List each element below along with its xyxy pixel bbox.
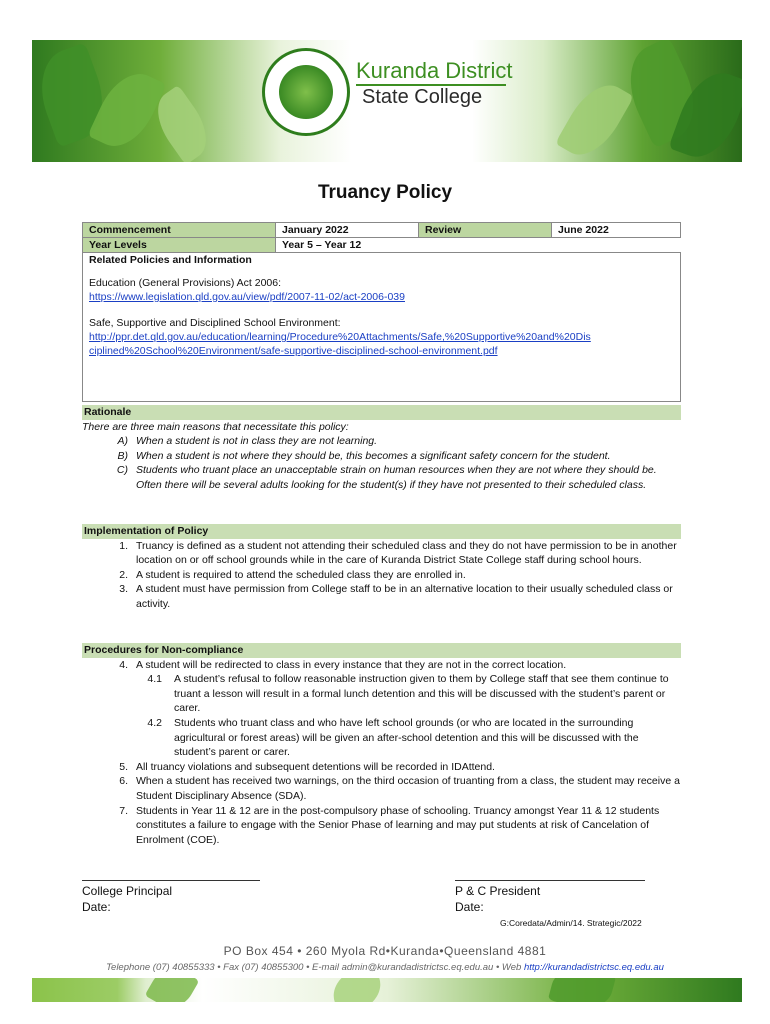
review-value: June 2022 [552, 223, 681, 238]
policy-info-table [82, 222, 681, 402]
leaf-decoration [548, 978, 616, 1002]
website-link[interactable]: http://kurandadistrictsc.eq.edu.au [523, 962, 664, 973]
college-logo [262, 48, 350, 136]
rationale-intro: There are three main reasons that necessitate this policy: [82, 420, 349, 433]
commencement-label: Commencement [83, 223, 276, 238]
list-item: 5. All truancy violations and subsequent detentions will be recorded in IDAttend. [119, 760, 495, 773]
procedures-heading: Procedures for Non-compliance [82, 643, 681, 658]
ref2-title: Safe, Supportive and Disciplined School Environment: [89, 317, 341, 329]
related-policies-cell [83, 253, 681, 402]
list-item: A) When a student is not in class they are not learning. [117, 435, 378, 448]
list-item: C) Students who truant place an unacceptable strain on human resources when they are not where they should be. Often there will be several adults looking for the student(s) if they have not presented to their scheduled class. [116, 464, 657, 491]
signature-line [455, 880, 645, 881]
president-role: P & C President [455, 884, 541, 898]
principal-signature-block [82, 880, 260, 915]
document-reference: G:Coredata/Admin/14. Strategic/2022 [500, 918, 642, 928]
implementation-section [82, 524, 681, 612]
header-banner [32, 40, 742, 162]
president-signature-block [455, 880, 645, 915]
footer-address: PO Box 454 • 260 Myola Rd•Kuranda•Queensland 4881 [223, 944, 547, 958]
implementation-heading: Implementation of Policy [82, 524, 681, 539]
procedures-section [82, 643, 681, 847]
footer-contact: Telephone (07) 40855333 • Fax (07) 40855300 • E-mail admin@kurandadistrictsc.eq.edu.au • Web http://kurandadistrictsc.eq.edu.au [106, 962, 664, 973]
leaf-decoration [555, 74, 634, 162]
year-levels-value: Year 5 – Year 12 [276, 238, 681, 253]
school-name-line1: Kuranda District [356, 58, 513, 83]
list-item: 7. Students in Year 11 & 12 are in the post-compulsory phase of schooling. Truancy amongst Year 11 & 12 students constitutes a failure to engage with the Senior Phase of learning and may put students at risk of Cancelation of Enrolment (COE). [119, 804, 660, 846]
ref1-link[interactable]: https://www.legislation.qld.gov.au/view/pdf/2007-11-02/act-2006-039 [89, 291, 405, 303]
ref1-title: Education (General Provisions) Act 2006: [89, 277, 282, 289]
year-levels-label: Year Levels [83, 238, 276, 253]
leaf-decoration [145, 978, 200, 1002]
rationale-heading: Rationale [82, 405, 681, 420]
list-item: 4. A student will be redirected to class in every instance that they are not in the correct location. [119, 658, 567, 671]
related-label: Related Policies and Information [89, 254, 252, 266]
list-item: 2. A student is required to attend the scheduled class they are enrolled in. [119, 568, 466, 581]
footer-banner [32, 978, 742, 1002]
principal-role: College Principal [82, 884, 173, 898]
principal-date: Date: [82, 900, 111, 914]
leaf-decoration [87, 63, 166, 157]
rationale-section [82, 405, 681, 493]
ref2-link[interactable]: http://ppr.det.qld.gov.au/education/learning/Procedure%20Attachments/Safe,%20Supportive%20and%20Dis ciplined%20School%20Environment/safe-supportive-disciplined-school-environment.pdf [89, 331, 591, 357]
commencement-value: January 2022 [276, 223, 419, 238]
president-date: Date: [455, 900, 484, 914]
leaf-decoration [327, 978, 388, 1002]
kookaburra-emblem-icon [279, 65, 333, 119]
page-title: Truancy Policy [317, 182, 453, 203]
school-name-line2: State College [362, 86, 483, 108]
list-item: 1. Truancy is defined as a student not attending their scheduled class and they do not have permission to be in another location on or off school grounds while in the care of Kuranda District State College staff during school hours. [119, 539, 677, 567]
list-item: 3. A student must have permission from College staff to be in an alternative location to their usually scheduled class or activity. [119, 583, 673, 610]
sub-list-item: 4.2 Students who truant class and who have left school grounds (or who are located in the surrounding agricultural or forest areas) will be given an after-school detention and this will be discussed with the student’s parent or carer. [147, 716, 639, 759]
signature-line [82, 880, 260, 881]
list-item: B) When a student is not where they should be, this becomes a significant safety concern for the student. [117, 449, 611, 462]
list-item: 6. When a student has received two warnings, on the third occasion of truanting from a class, the student may receive a Student Disciplinary Absence (SDA). [119, 775, 680, 802]
sub-list-item: 4.1 A student’s refusal to follow reasonable instruction given to them by College staff that see them continue to truant a lesson will result in a formal lunch detention and this will be discussed with the student’s parent or carer. [147, 673, 669, 715]
review-label: Review [419, 223, 552, 238]
